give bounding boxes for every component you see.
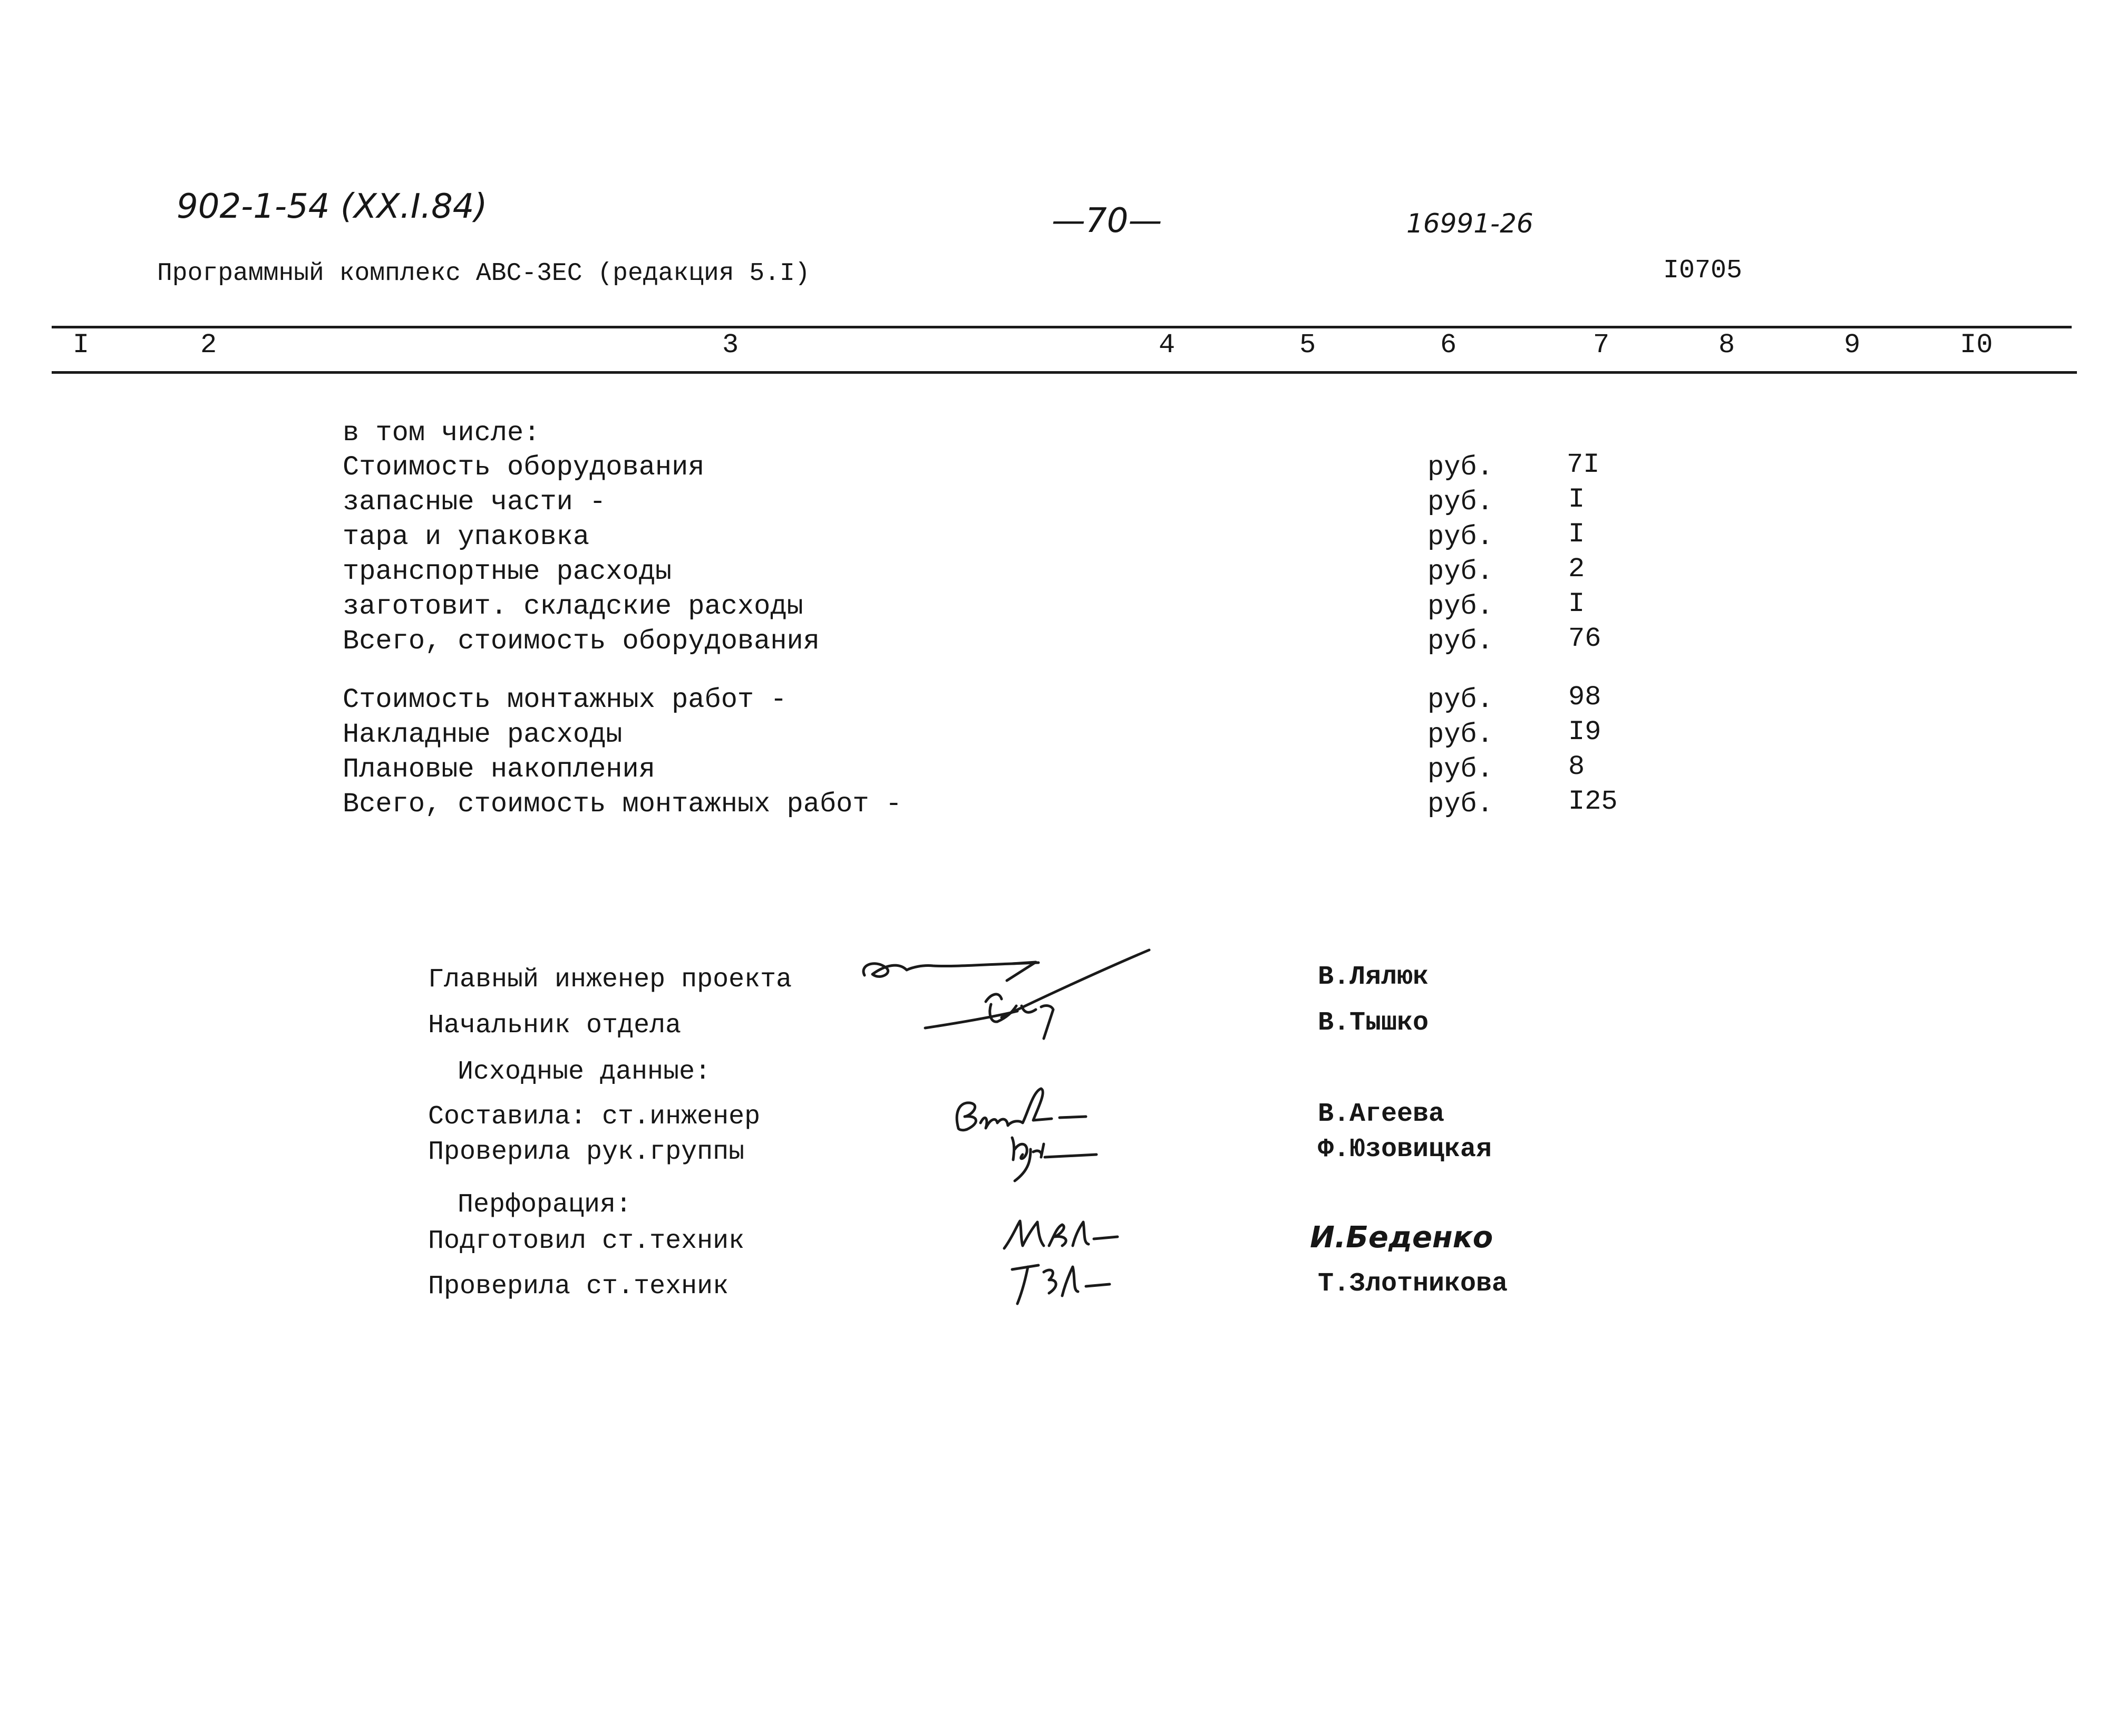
column-number: I (73, 329, 90, 361)
signer-name: И.Беденко (1310, 1220, 1493, 1255)
signer-role: Проверила ст.техник (428, 1272, 729, 1302)
cost-intro: в том числе: (343, 418, 540, 449)
row-value: I25 (1568, 786, 1618, 817)
section-heading: Перфорация: (458, 1190, 632, 1220)
row-unit: руб. (1427, 487, 1493, 518)
signature-prepared-by (996, 1206, 1154, 1259)
program-title: Программный комплекс АВС-3ЕС (редакция 5.I) (157, 259, 810, 288)
signature-chief-engineer (854, 944, 1223, 1070)
signature-checked-by-group (1002, 1128, 1170, 1191)
column-number: 4 (1159, 329, 1176, 361)
row-label: Накладные расходы (343, 719, 623, 750)
row-label: запасные части - (343, 487, 606, 518)
header-top-rule (52, 326, 2072, 328)
row-unit: руб. (1427, 591, 1493, 622)
row-value: I (1568, 484, 1585, 515)
signer-name: В.Тышко (1318, 1008, 1429, 1038)
row-value: 7I (1567, 449, 1600, 480)
section-heading: Исходные данные: (458, 1057, 711, 1087)
signer-name: В.Лялюк (1318, 962, 1429, 992)
row-label: заготовит. складские расходы (343, 591, 803, 622)
header-bottom-rule (52, 371, 2077, 374)
row-value: 98 (1568, 682, 1601, 713)
inventory-number: 16991-26 (1406, 208, 1533, 239)
row-value: I (1568, 519, 1585, 550)
page-number: —70— (1052, 201, 1162, 240)
row-label: Всего, стоимость оборудования (343, 626, 820, 657)
row-unit: руб. (1427, 521, 1493, 552)
signer-name: В.Агеева (1318, 1099, 1445, 1129)
column-number: 6 (1440, 329, 1457, 361)
row-label: Стоимость монтажных работ - (343, 684, 787, 715)
row-unit: руб. (1427, 626, 1493, 657)
row-unit: руб. (1427, 789, 1493, 820)
row-value: 8 (1568, 751, 1585, 782)
row-unit: руб. (1427, 452, 1493, 483)
row-value: I9 (1568, 716, 1601, 748)
signer-role: Подготовил ст.техник (428, 1226, 745, 1256)
column-number: 7 (1593, 329, 1610, 361)
column-number: 5 (1299, 329, 1316, 361)
signer-role: Главный инженер проекта (428, 965, 792, 995)
signature-checked-by-tech (1007, 1254, 1165, 1312)
row-unit: руб. (1427, 719, 1493, 750)
column-number: 8 (1718, 329, 1735, 361)
row-label: тара и упаковка (343, 521, 590, 552)
row-unit: руб. (1427, 754, 1493, 785)
column-number: 9 (1844, 329, 1861, 361)
sheet-code: I0705 (1663, 256, 1743, 286)
row-value: 76 (1568, 623, 1601, 654)
signer-role: Составила: ст.инженер (428, 1102, 761, 1132)
document-code: 902-1-54 (XX.I.84) (177, 187, 488, 226)
row-unit: руб. (1427, 556, 1493, 587)
column-number: 2 (200, 329, 217, 361)
column-number: 3 (722, 329, 739, 361)
signer-role: Проверила рук.группы (428, 1137, 745, 1167)
row-unit: руб. (1427, 684, 1493, 715)
signer-role: Начальник отдела (428, 1011, 682, 1041)
row-value: 2 (1568, 554, 1585, 585)
row-label: Всего, стоимость монтажных работ - (343, 789, 902, 820)
row-label: Плановые накопления (343, 754, 655, 785)
row-label: транспортные расходы (343, 556, 672, 587)
row-value: I (1568, 588, 1585, 619)
signer-name: Ф.Юзовицкая (1318, 1134, 1492, 1165)
signer-name: Т.Злотникова (1318, 1269, 1508, 1299)
row-label: Стоимость оборудования (343, 452, 705, 483)
column-number: I0 (1960, 329, 1993, 361)
